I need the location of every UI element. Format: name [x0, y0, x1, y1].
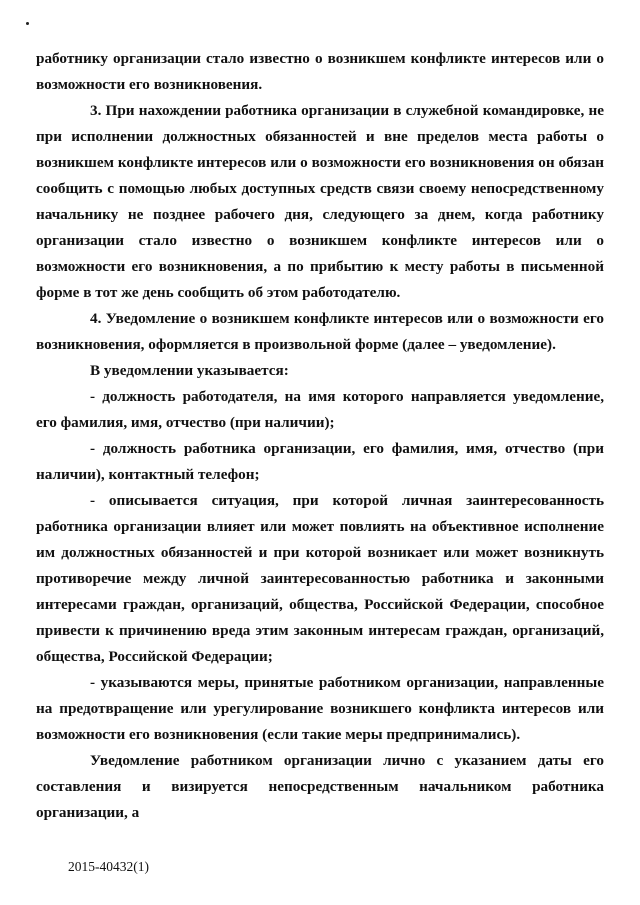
- paragraph-notice-intro: В уведомлении указывается:: [90, 362, 289, 379]
- paragraph-notice-signing: Уведомление работником организации лично с указанием даты его составления и визируется непосредственным начальником работника организации, а: [36, 752, 604, 821]
- paragraph-continuation: работнику организации стало известно о возникшем конфликте интересов или о возможности его возникновения.: [36, 50, 604, 93]
- list-item-employer-position: - должность работодателя, на имя которого направляется уведомление, его фамилия, имя, отчество (при наличии);: [36, 388, 604, 431]
- document-body: [36, 46, 604, 826]
- paragraph-item-4: 4. Уведомление о возникшем конфликте интересов или о возможности его возникновения, оформляется в произвольной форме (далее – уведомление).: [36, 310, 604, 353]
- scan-speck: [26, 22, 29, 25]
- list-item-employee-position: - должность работника организации, его фамилия, имя, отчество (при наличии), контактный телефон;: [36, 440, 604, 483]
- document-code: 2015-40432(1): [68, 859, 149, 874]
- list-item-situation: - описывается ситуация, при которой личная заинтересованность работника организации влияет или может повлиять на объективное исполнение им должностных обязанностей и при которой возникает или может возникнуть противоречие между личной заинтересованностью работника и законными интересами граждан, организаций, общества, Российской Федерации, способное привести к причинению вреда этим законным интересам граждан, организаций, общества, Российской Федерации;: [36, 492, 604, 665]
- list-item-measures: - указываются меры, принятые работником организации, направленные на предотвращение или урегулирование возникшего конфликта интересов или возможности его возникновения (если такие меры предпринимались).: [36, 674, 604, 743]
- paragraph-item-3: 3. При нахождении работника организации в служебной командировке, не при исполнении должностных обязанностей и вне пределов места работы о возникшем конфликте интересов или о возможности его возникновения он обязан сообщить с помощью любых доступных средств связи своему непосредственному начальнику не позднее рабочего дня, следующего за днем, когда работнику организации стало известно о возникшем конфликте интересов или о возможности его возникновения, а по прибытию к месту работы в письменной форме в тот же день сообщить об этом работодателю.: [36, 102, 604, 301]
